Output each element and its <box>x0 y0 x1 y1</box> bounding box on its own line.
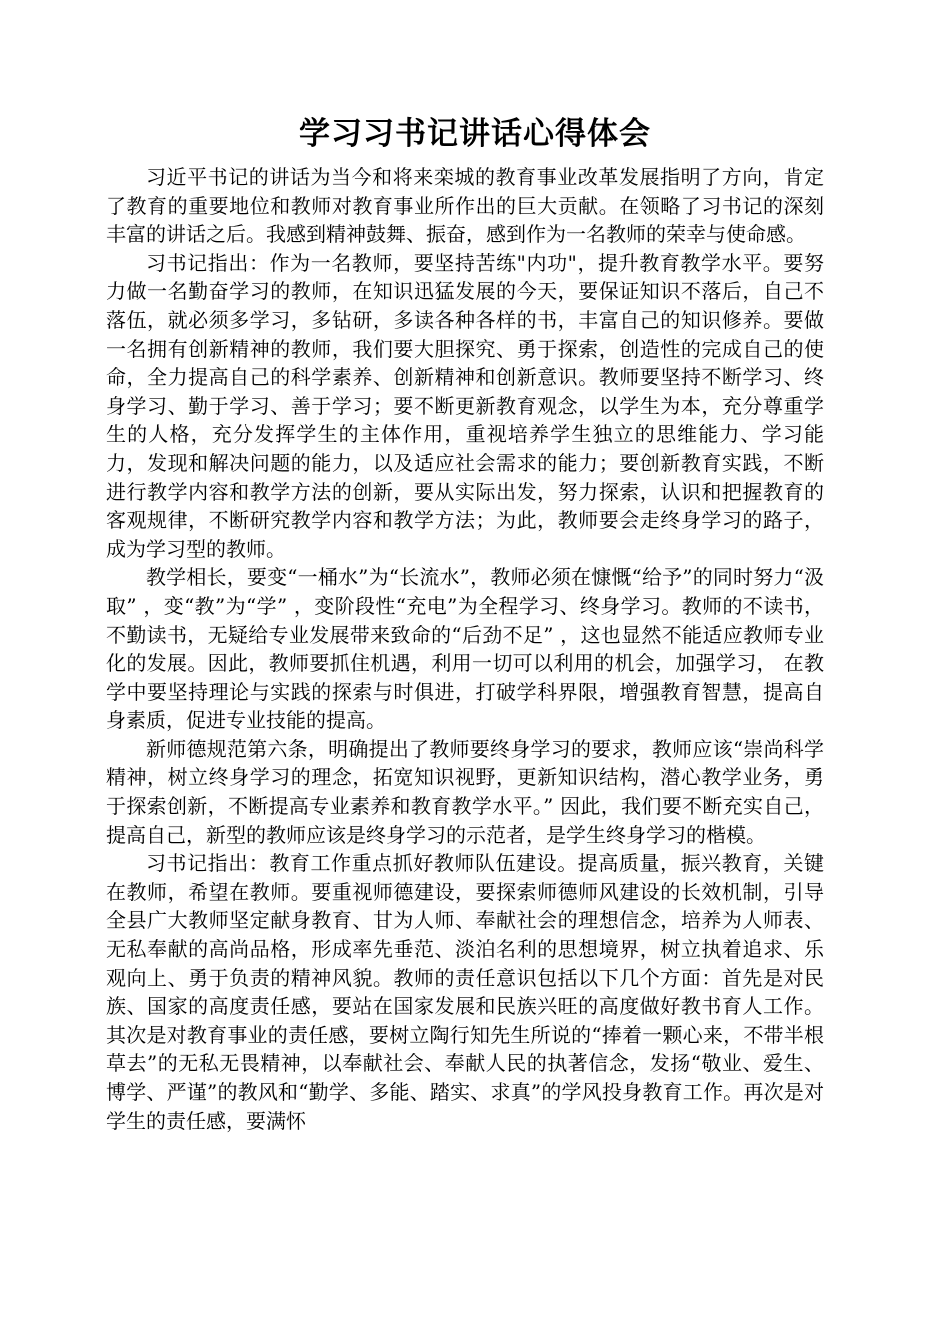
paragraph: 教学相长，要变“一桶水”为“长流水”，教师必须在慷慨“给予”的同时努力“汲取” ，变“教”为“学” ，变阶段性“充电”为全程学习、终身学习。教师的不读书，不勤读书，无疑给专业发展带来致命的“后劲不足” ，这也显然不能适应教师专业化的发展。因此，教师要抓住机遇，利用一切可以利用的机会，加强学习， 在教学中要坚持理论与实践的探索与时俱进，打破学科界限，增强教育智慧，提高自身素质，促进专业技能的提高。 <box>106 565 824 733</box>
paragraph: 习书记指出：教育工作重点抓好教师队伍建设。提高质量，振兴教育，关键在教师，希望在教师。要重视师德建设，要探索师德师风建设的长效机制，引导全县广大教师坚定献身教育、甘为人师、奉献社会的理想信念，培养为人师表、无私奉献的高尚品格，形成率先垂范、淡泊名利的思想境界，树立执着追求、乐观向上、勇于负责的精神风貌。教师的责任意识包括以下几个方面：首先是对民族、国家的高度责任感，要站在国家发展和民族兴旺的高度做好教书育人工作。其次是对教育事业的责任感，要树立陶行知先生所说的“捧着一颗心来，不带半根草去”的无私无畏精神，以奉献社会、奉献人民的执著信念，发扬“敬业、爱生、博学、严谨”的教风和“勤学、多能、踏实、求真”的学风投身教育工作。再次是对学生的责任感，要满怀 <box>106 851 824 1133</box>
document-body <box>106 163 824 1135</box>
document-title: 学习习书记讲话心得体会 <box>299 116 651 152</box>
paragraph: 新师德规范第六条，明确提出了教师要终身学习的要求，教师应该“崇尚科学精神，树立终身学习的理念，拓宽知识视野，更新知识结构，潜心教学业务，勇于探索创新，不断提高专业素养和教育教学水平。” 因此，我们要不断充实自己，提高自己，新型的教师应该是终身学习的示范者，是学生终身学习的楷模。 <box>106 736 824 847</box>
paragraph: 习书记指出：作为一名教师，要坚持苦练"内功"，提升教育教学水平。要努力做一名勤奋学习的教师，在知识迅猛发展的今天，要保证知识不落后，自己不落伍，就必须多学习，多钻研，多读各种各样的书，丰富自己的知识修养。要做一名拥有创新精神的教师，我们要大胆探究、勇于探索，创造性的完成自己的使命，全力提高自己的科学素养、创新精神和创新意识。教师要坚持不断学习、终身学习、勤于学习、善于学习；要不断更新教育观念，以学生为本，充分尊重学生的人格，充分发挥学生的主体作用，重视培养学生独立的思维能力、学习能力，发现和解决问题的能力，以及适应社会需求的能力；要创新教育实践，不断进行教学内容和教学方法的创新，要从实际出发，努力探索，认识和把握教育的客观规律，不断研究教学内容和教学方法；为此，教师要会走终身学习的路子，成为学习型的教师。 <box>106 250 824 561</box>
paragraph: 习近平书记的讲话为当今和将来栾城的教育事业改革发展指明了方向，肯定了教育的重要地位和教师对教育事业所作出的巨大贡献。在领略了习书记的深刻丰富的讲话之后。我感到精神鼓舞、振奋，感到作为一名教师的荣幸与使命感。 <box>106 165 824 247</box>
